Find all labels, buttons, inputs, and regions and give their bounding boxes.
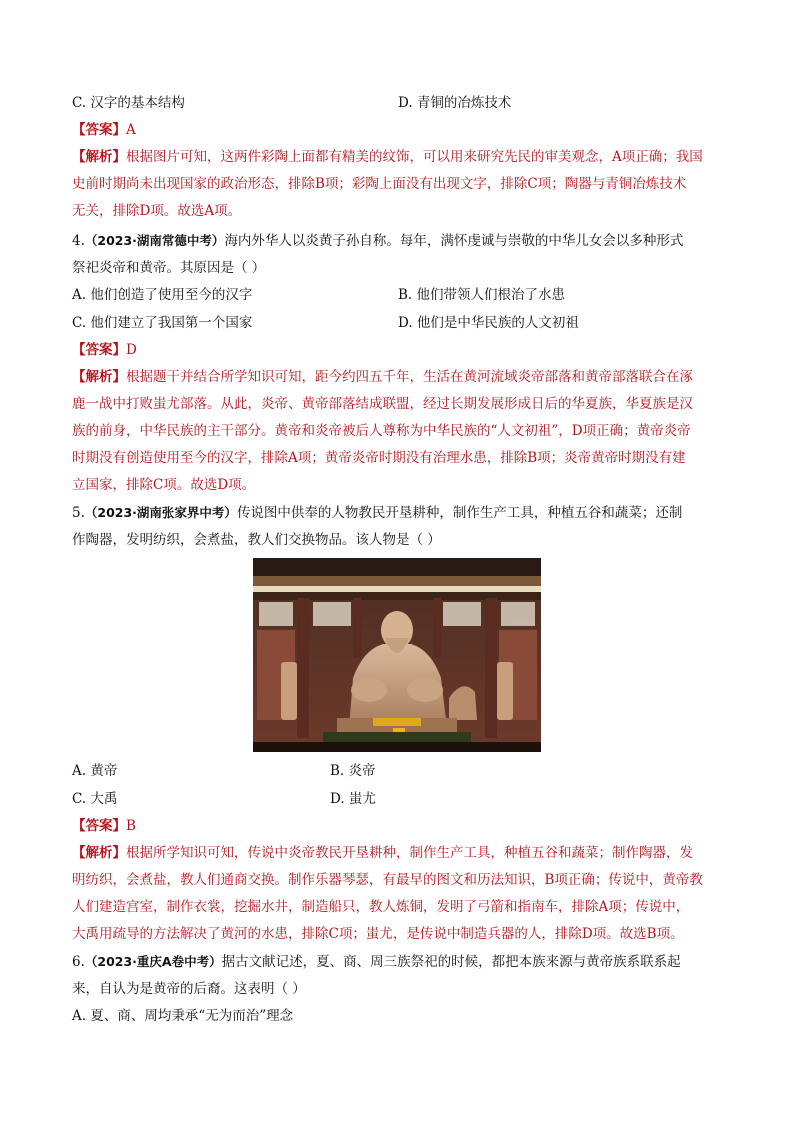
- q5-analysis-line-1: 【解析】根据所学知识可知，传说中炎帝教民开垦耕种，制作生产工具，种植五谷和蔬菜；制作陶器，发: [72, 845, 693, 861]
- q3-analysis-line-2: 史前时期尚未出现国家的政治形态，排除B项；彩陶上面没有出现文字，排除C项；陶器与青铜冶炼技术: [72, 176, 687, 192]
- q6-option-a: A. 夏、商、周均秉承“无为而治”理念: [72, 1008, 294, 1024]
- q5-stem-line-1: 5.（2023·湖南张家界中考）传说图中供奉的人物教民开垦耕种，制作生产工具，种植五谷和蔬菜；还制: [72, 505, 683, 521]
- q4-stem-line-2: 祭祀炎帝和黄帝。其原因是（ ）: [72, 260, 266, 276]
- q4-option-b: B. 他们带领人们根治了水患: [398, 287, 566, 303]
- q5-option-d: D. 蚩尤: [330, 791, 376, 807]
- q5-analysis-line-2: 明纺织，会煮盐，教人们通商交换。制作乐器琴瑟，有最早的图文和历法知识，B项正确；传说中，黄帝教: [72, 872, 703, 888]
- q5-stem-line-2: 作陶器，发明纺织，会煮盐，教人们交换物品。该人物是（ ）: [72, 532, 441, 548]
- q5-answer: 【答案】B: [72, 818, 136, 834]
- q5-analysis-line-3: 人们建造宫室，制作衣裳，挖掘水井，制造船只，教人炼铜，发明了弓箭和指南车，排除A项；传说中，: [72, 899, 690, 915]
- q5-source: （2023·湖南张家界中考）: [84, 505, 237, 520]
- q6-stem-line-2: 来，自认为是黄帝的后裔。这表明（ ）: [72, 981, 306, 997]
- q4-analysis-line-5: 立国家，排除C项。故选D项。: [72, 477, 256, 493]
- q5-analysis-line-4: 大禹用疏导的方法解决了黄河的水患，排除C项；蚩尤，是传说中制造兵器的人，排除D项。故选B项。: [72, 926, 684, 942]
- yandi-statue-photo: [253, 558, 541, 752]
- q4-option-d: D. 他们是中华民族的人文初祖: [398, 315, 579, 331]
- q3-analysis-line-3: 无关，排除D项。故选A项。: [72, 203, 242, 219]
- q4-analysis-line-3: 族的前身，中华民族的主干部分。黄帝和炎帝被后人尊称为中华民族的“人文初祖”，D项正确；黄帝炎帝: [72, 423, 691, 439]
- q5-option-c: C. 大禹: [72, 791, 118, 807]
- q4-option-a: A. 他们创造了使用至今的汉字: [72, 287, 253, 303]
- q6-stem-line-1: 6.（2023·重庆A卷中考）据古文献记述，夏、商、周三族祭祀的时候，都把本族来源与黄帝族系联系起: [72, 954, 681, 970]
- q3-option-c: C. 汉字的基本结构: [72, 95, 185, 111]
- q5-option-b: B. 炎帝: [330, 763, 376, 779]
- q6-source: （2023·重庆A卷中考）: [84, 954, 222, 969]
- q4-source: （2023·湖南常德中考）: [84, 233, 225, 248]
- q4-option-c: C. 他们建立了我国第一个国家: [72, 315, 253, 331]
- q5-option-a: A. 黄帝: [72, 763, 118, 779]
- q4-analysis-line-2: 鹿一战中打败蚩尤部落。从此，炎帝、黄帝部落结成联盟，经过长期发展形成日后的华夏族，华夏族是汉: [72, 396, 693, 412]
- q4-analysis-line-4: 时期没有创造使用至今的汉字，排除A项；黄帝炎帝时期没有治理水患，排除B项；炎帝黄帝时期没有建: [72, 450, 686, 466]
- q3-option-d: D. 青铜的冶炼技术: [398, 95, 512, 111]
- q4-answer: 【答案】D: [72, 342, 137, 358]
- q4-stem-line-1: 4.（2023·湖南常德中考）海内外华人以炎黄子孙自称。每年，满怀虔诚与崇敬的中华儿女会以多种形式: [72, 233, 684, 249]
- q3-answer: 【答案】A: [72, 122, 136, 138]
- q3-analysis-line-1: 【解析】根据图片可知，这两件彩陶上面都有精美的纹饰，可以用来研究先民的审美观念，A项正确；我国: [72, 149, 703, 165]
- q4-analysis-line-1: 【解析】根据题干并结合所学知识可知，距今约四五千年，生活在黄河流域炎帝部落和黄帝部落联合在涿: [72, 369, 693, 385]
